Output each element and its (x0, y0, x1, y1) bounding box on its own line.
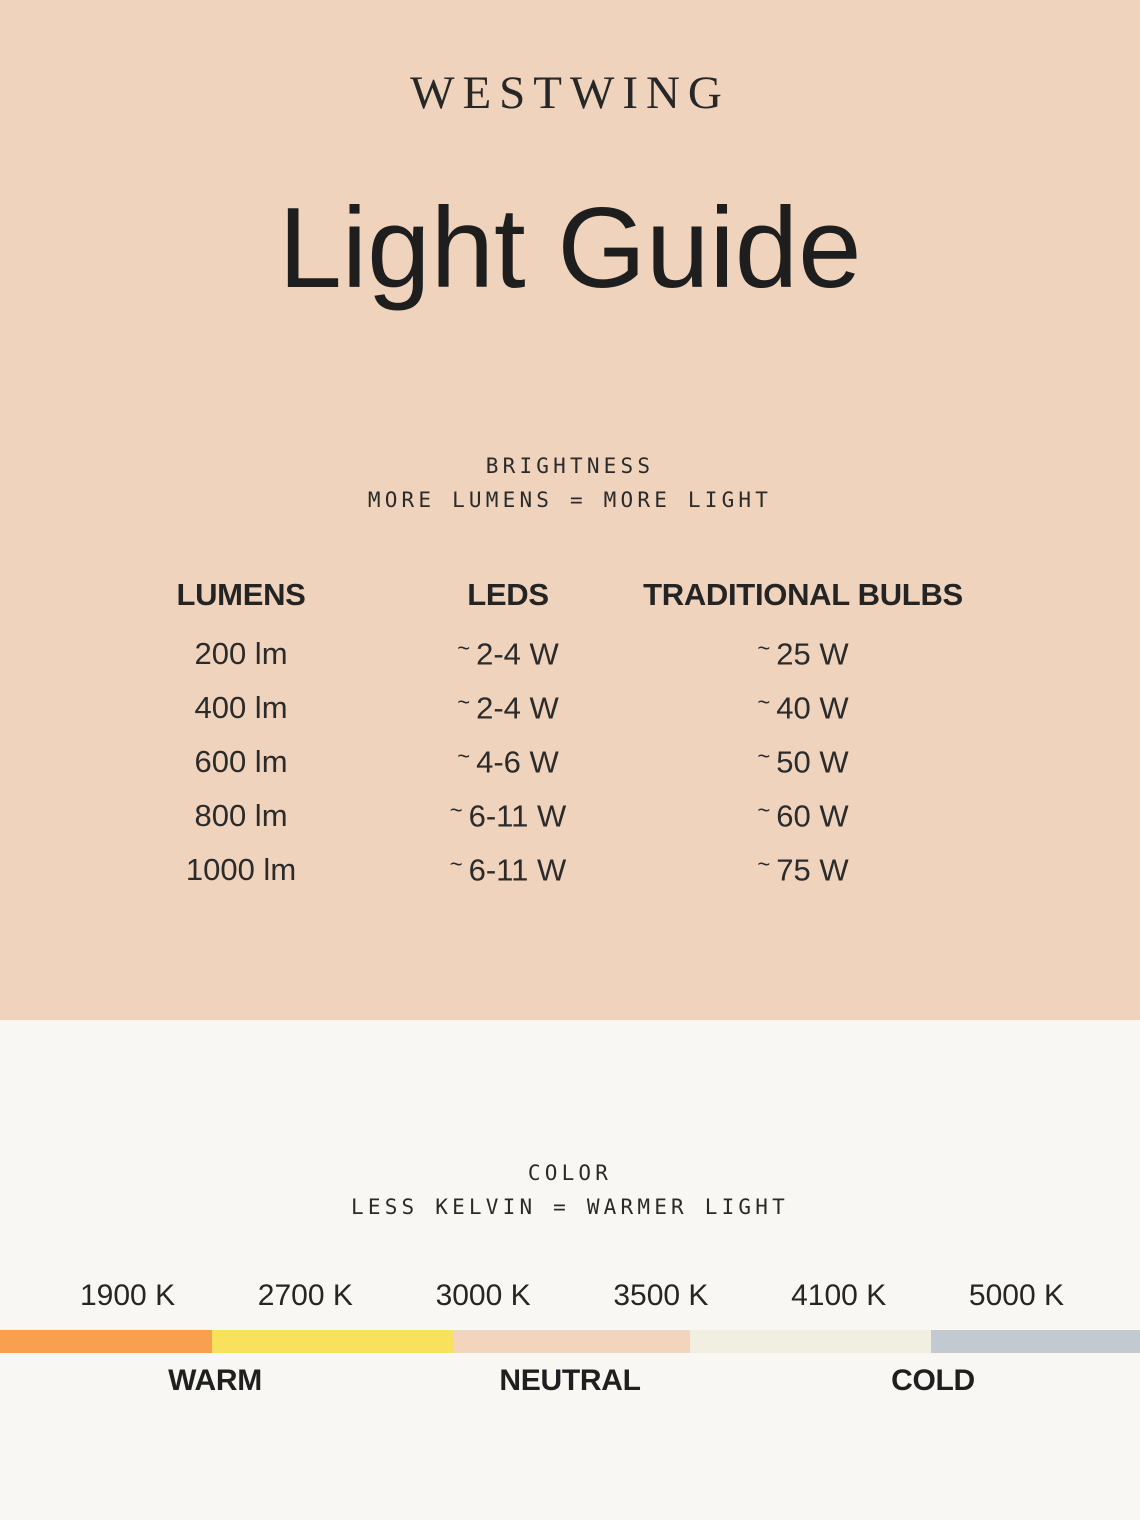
color-heading-block (0, 1156, 1140, 1224)
kelvin-label: 5000 K (968, 1279, 1064, 1312)
bulbs-value: 75 W (776, 852, 849, 888)
kelvin-label: 1900 K (80, 1279, 176, 1312)
lumens-cell: 600 lm (194, 744, 288, 779)
page-title: Light Guide (278, 185, 862, 312)
lumens-conversion-table (0, 627, 1140, 897)
brightness-subheading: MORE LUMENS = MORE LIGHT (367, 488, 773, 512)
leds-value: 4-6 W (476, 744, 559, 780)
kelvin-color-scale (0, 1330, 1140, 1353)
table-row (0, 789, 1140, 843)
kelvin-scale-segment-neutral-peach (453, 1330, 690, 1353)
approx-tilde: ~ (457, 743, 471, 769)
bulbs-cell (757, 798, 848, 835)
column-header-lumens: LUMENS (176, 577, 306, 612)
approx-tilde: ~ (757, 635, 771, 661)
lumens-table-header (0, 577, 1140, 619)
brightness-heading: BRIGHTNESS (485, 454, 655, 478)
kelvin-label: 4100 K (791, 1279, 887, 1312)
approx-tilde: ~ (457, 689, 471, 715)
kelvin-label: 3500 K (613, 1279, 709, 1312)
leds-cell (457, 636, 559, 673)
kelvin-scale-segment-cold-gray (931, 1330, 1140, 1353)
bulbs-value: 50 W (776, 744, 849, 780)
kelvin-label: 2700 K (257, 1279, 353, 1312)
temperature-label-cold: COLD (891, 1364, 975, 1397)
leds-cell (457, 744, 559, 781)
approx-tilde: ~ (757, 689, 771, 715)
bulbs-value: 25 W (776, 636, 849, 672)
kelvin-scale-segment-warm-orange (0, 1330, 212, 1353)
lumens-cell: 400 lm (194, 690, 288, 725)
lumens-cell: 800 lm (194, 798, 288, 833)
bulbs-cell (757, 636, 848, 673)
table-row (0, 627, 1140, 681)
color-subheading: LESS KELVIN = WARMER LIGHT (351, 1195, 789, 1219)
lumens-cell: 1000 lm (185, 852, 297, 887)
table-row (0, 681, 1140, 735)
bulbs-value: 60 W (776, 798, 849, 834)
kelvin-scale-segment-neutral-cream (690, 1330, 932, 1353)
bulbs-cell (757, 852, 848, 889)
approx-tilde: ~ (449, 851, 463, 877)
color-heading: COLOR (527, 1161, 613, 1185)
bulbs-value: 40 W (776, 690, 849, 726)
color-temperature-section (0, 1020, 1140, 1520)
temperature-label-warm: WARM (168, 1364, 262, 1397)
approx-tilde: ~ (757, 851, 771, 877)
brand-logo: WESTWING (410, 67, 730, 119)
leds-value: 6-11 W (468, 852, 567, 888)
approx-tilde: ~ (457, 635, 471, 661)
approx-tilde: ~ (757, 743, 771, 769)
temperature-label-neutral: NEUTRAL (499, 1364, 641, 1397)
column-header-traditional-bulbs: TRADITIONAL BULBS (643, 577, 963, 612)
bulbs-cell (757, 690, 848, 727)
leds-value: 6-11 W (468, 798, 567, 834)
kelvin-labels-row (0, 1278, 1140, 1314)
leds-value: 2-4 W (476, 636, 559, 672)
brightness-heading-block (0, 449, 1140, 517)
table-row (0, 735, 1140, 789)
kelvin-scale-segment-warm-yellow (212, 1330, 453, 1353)
lumens-cell: 200 lm (194, 636, 288, 671)
leds-cell (450, 798, 566, 835)
column-header-leds: LEDS (467, 577, 549, 612)
leds-cell (450, 852, 566, 889)
leds-cell (457, 690, 559, 727)
table-row (0, 843, 1140, 897)
kelvin-label: 3000 K (435, 1279, 531, 1312)
approx-tilde: ~ (757, 797, 771, 823)
leds-value: 2-4 W (476, 690, 559, 726)
temperature-labels-row (0, 1362, 1140, 1400)
bulbs-cell (757, 744, 848, 781)
approx-tilde: ~ (449, 797, 463, 823)
